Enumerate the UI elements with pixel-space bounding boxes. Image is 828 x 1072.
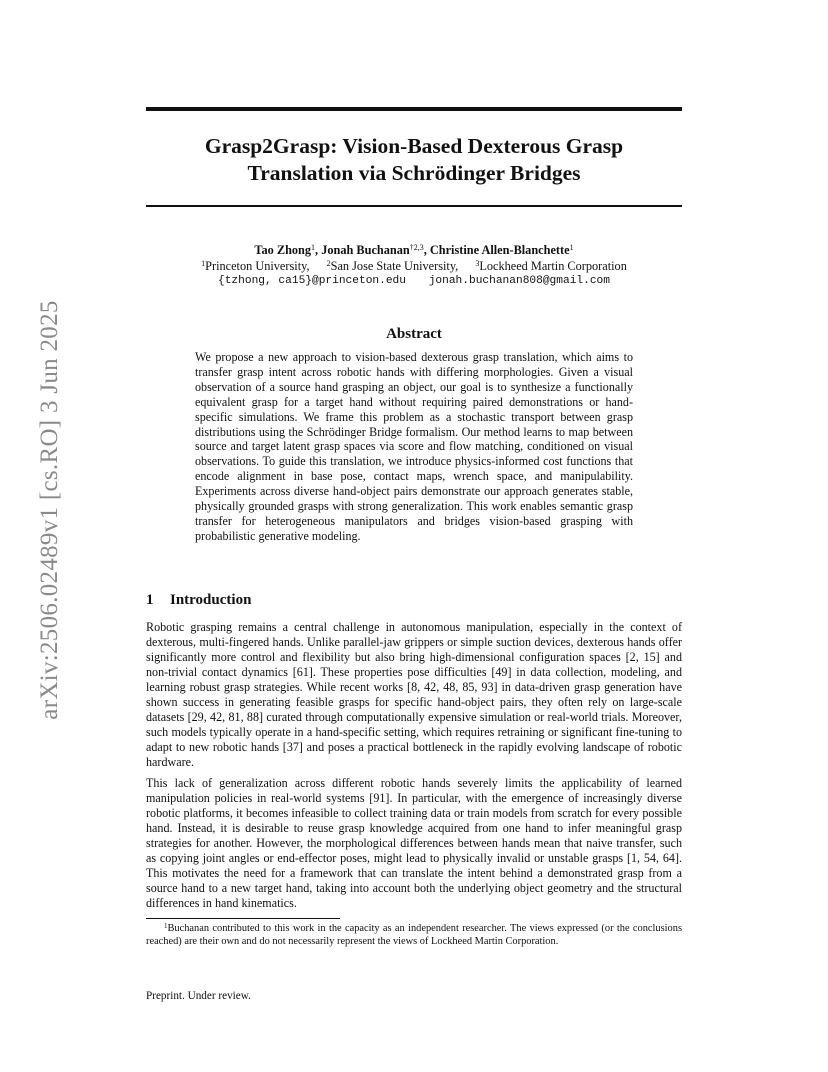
title-line-1: Grasp2Grasp: Vision-Based Dexterous Grasp (204, 134, 624, 158)
title-top-rule (146, 107, 682, 111)
abstract-heading: Abstract (386, 326, 442, 342)
author-name: Tao Zhong (254, 243, 312, 257)
footnote-marker: 1 (164, 922, 168, 930)
section-title: Introduction (170, 592, 252, 608)
footnote-rule (146, 918, 340, 919)
email-address: {tzhong, ca15}@princeton.edu (218, 275, 406, 287)
title-bottom-rule (146, 205, 682, 207)
affiliation: $^3$Lockheed Martin Corporation (475, 259, 627, 273)
paper-title (146, 133, 682, 187)
abstract-text: We propose a new approach to vision-based dexterous grasp translation, which aims to transfer grasp intent across robotic hands with differing morphologies. Given a visual observation of a source hand grasping an object, our goal is to synthesize a functionally equivalent grasp for a target hand without requiring paired demonstrations or hand-specific simulations. We frame this problem as a stochastic transport between grasp distributions using the Schrödinger Bridge formalism. Our method learns to map between source and target latent grasp spaces via score and flow matching, conditioned on visual observations. To guide this translation, we introduce physics-informed cost functions that encode alignment in base pose, contact maps, wrench space, and manipulability. Experiments across diverse hand-object pairs demonstrate our approach generates stable, physically grounded grasps with strong generalization. This work enables semantic grasp transfer for heterogeneous manipulators and bridges vision-based grasping with probabilistic generative modeling. (195, 350, 633, 543)
affiliation: $^1$Princeton University, (201, 259, 310, 273)
author-emails (146, 275, 682, 287)
author-affiliation-marker: †2,3 (409, 243, 424, 252)
footnote-text: Buchanan contributed to this work in the capacity as an independent researcher. The views expressed (or the conclusions reached) are their own and do not necessarily represent the views of Lockheed Martin Corporation. (146, 923, 682, 948)
author-name: Christine Allen-Blanchette (429, 243, 570, 257)
author-name: Jonah Buchanan (321, 243, 410, 257)
title-line-2: Translation via Schrödinger Bridges (247, 161, 581, 185)
section-number: 1 (146, 592, 154, 608)
preprint-note: Preprint. Under review. (146, 990, 251, 1002)
author-affiliation-marker: 1 (311, 243, 316, 252)
affiliations (146, 259, 682, 274)
body-paragraph: This lack of generalization across different robotic hands severely limits the applicability of learned manipulation policies in real-world systems [91]. In particular, with the emergence of increasingly diverse robotic platforms, it becomes infeasible to collect training data or train models from scratch for every possible hand. Instead, it is desirable to reuse grasp knowledge acquired from one hand to infer meaningful grasp strategies for another. However, the morphological differences between hands mean that naive transfer, such as copying joint angles or end-effector poses, might lead to physically invalid or unstable grasps [1, 54, 64]. This motivates the need for a framework that can translate the intent behind a demonstrated grasp from a source hand to a new target hand, taking into account both the underlying object geometry and the structural differences in hand kinematics. (146, 776, 682, 910)
affiliation: $^2$San Jose State University, (326, 259, 459, 273)
section-heading (146, 592, 251, 609)
body-paragraph: Robotic grasping remains a central challenge in autonomous manipulation, especially in the context of dexterous, multi-fingered hands. Unlike parallel-jaw grippers or simple suction devices, dexterous hands offer significantly more control and flexibility but also bring high-dimensional configuration spaces [2, 15] and non-trivial contact dynamics [61]. These properties pose difficulties [49] in data collection, modeling, and learning robust grasp strategies. While recent works [8, 42, 48, 85, 93] in data-driven grasp generation have shown success in generating feasible grasps for specific hand-object pairs, they often rely on large-scale datasets [29, 42, 81, 88] curated through computationally expensive simulation or real-world trials. Moreover, such models typically operate in a hand-specific setting, which requires retraining or significant fine-tuning to adapt to new robotic hands [37] and poses a practical bottleneck in the rapidly evolving landscape of robotic hardware. (146, 620, 682, 769)
author-affiliation-marker: 1 (569, 243, 574, 252)
arxiv-identifier: arXiv:2506.02489v1 [cs.RO] 3 Jun 2025 (36, 300, 63, 720)
author-list: Tao Zhong$^1$, Jonah Buchanan$^{\dagger 2,3}$, Christine Allen-Blanchette$^1$ (254, 243, 574, 257)
footnote (146, 922, 682, 949)
email-address: jonah.buchanan808@gmail.com (428, 275, 610, 287)
